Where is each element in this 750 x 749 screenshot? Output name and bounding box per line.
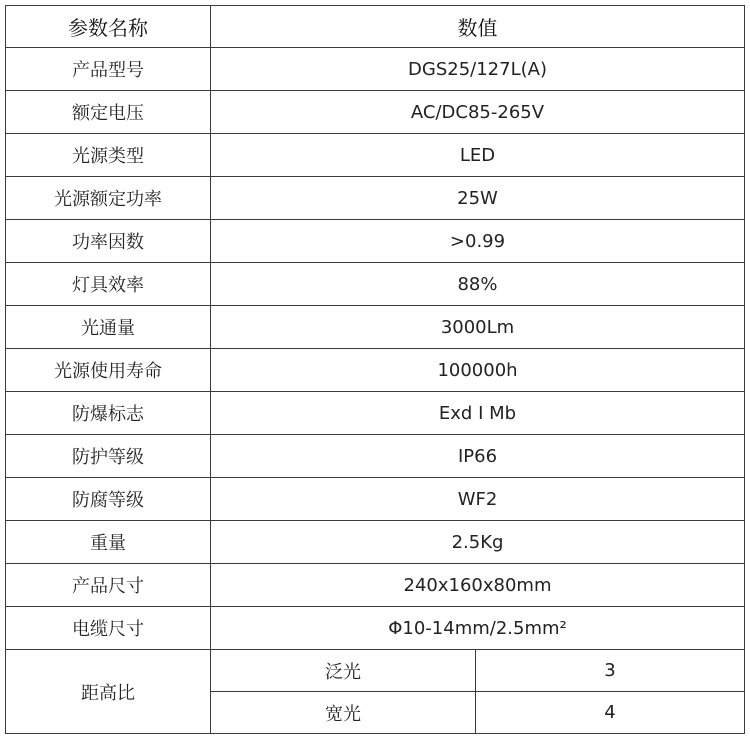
param-value: Exd I Mb <box>211 392 745 435</box>
table-row <box>6 478 745 521</box>
table-row <box>6 607 745 650</box>
table-row <box>6 134 745 177</box>
param-name: 功率因数 <box>6 220 211 263</box>
param-name: 重量 <box>6 521 211 564</box>
param-name: 光源类型 <box>6 134 211 177</box>
param-value: 88% <box>211 263 745 306</box>
value-header: 数值 <box>211 6 745 48</box>
ratio-value: 3 <box>476 650 745 692</box>
param-value: 240x160x80mm <box>211 564 745 607</box>
param-name: 光通量 <box>6 306 211 349</box>
table-row <box>6 220 745 263</box>
param-value: 100000h <box>211 349 745 392</box>
table-row <box>6 263 745 306</box>
param-value: 2.5Kg <box>211 521 745 564</box>
spec-table <box>5 5 745 734</box>
param-header: 参数名称 <box>6 6 211 48</box>
table-row <box>6 91 745 134</box>
param-name: 灯具效率 <box>6 263 211 306</box>
param-name: 产品型号 <box>6 48 211 91</box>
param-value: 25W <box>211 177 745 220</box>
param-value: >0.99 <box>211 220 745 263</box>
ratio-name: 距高比 <box>6 650 211 734</box>
table-row <box>6 306 745 349</box>
param-name: 产品尺寸 <box>6 564 211 607</box>
param-name: 额定电压 <box>6 91 211 134</box>
table-row <box>6 349 745 392</box>
table-row <box>6 435 745 478</box>
ratio-label: 宽光 <box>211 692 476 734</box>
ratio-row <box>6 650 745 692</box>
param-name: 光源额定功率 <box>6 177 211 220</box>
param-value: IP66 <box>211 435 745 478</box>
table-row <box>6 392 745 435</box>
param-value: LED <box>211 134 745 177</box>
param-value: DGS25/127L(A) <box>211 48 745 91</box>
table-row <box>6 177 745 220</box>
ratio-value: 4 <box>476 692 745 734</box>
param-value: 3000Lm <box>211 306 745 349</box>
param-value: WF2 <box>211 478 745 521</box>
param-value: Φ10-14mm/2.5mm² <box>211 607 745 650</box>
table-row <box>6 48 745 91</box>
table-row <box>6 521 745 564</box>
param-name: 防腐等级 <box>6 478 211 521</box>
param-value: AC/DC85-265V <box>211 91 745 134</box>
param-name: 电缆尺寸 <box>6 607 211 650</box>
param-name: 防爆标志 <box>6 392 211 435</box>
table-row <box>6 564 745 607</box>
param-name: 光源使用寿命 <box>6 349 211 392</box>
header-row <box>6 6 745 48</box>
ratio-label: 泛光 <box>211 650 476 692</box>
param-name: 防护等级 <box>6 435 211 478</box>
